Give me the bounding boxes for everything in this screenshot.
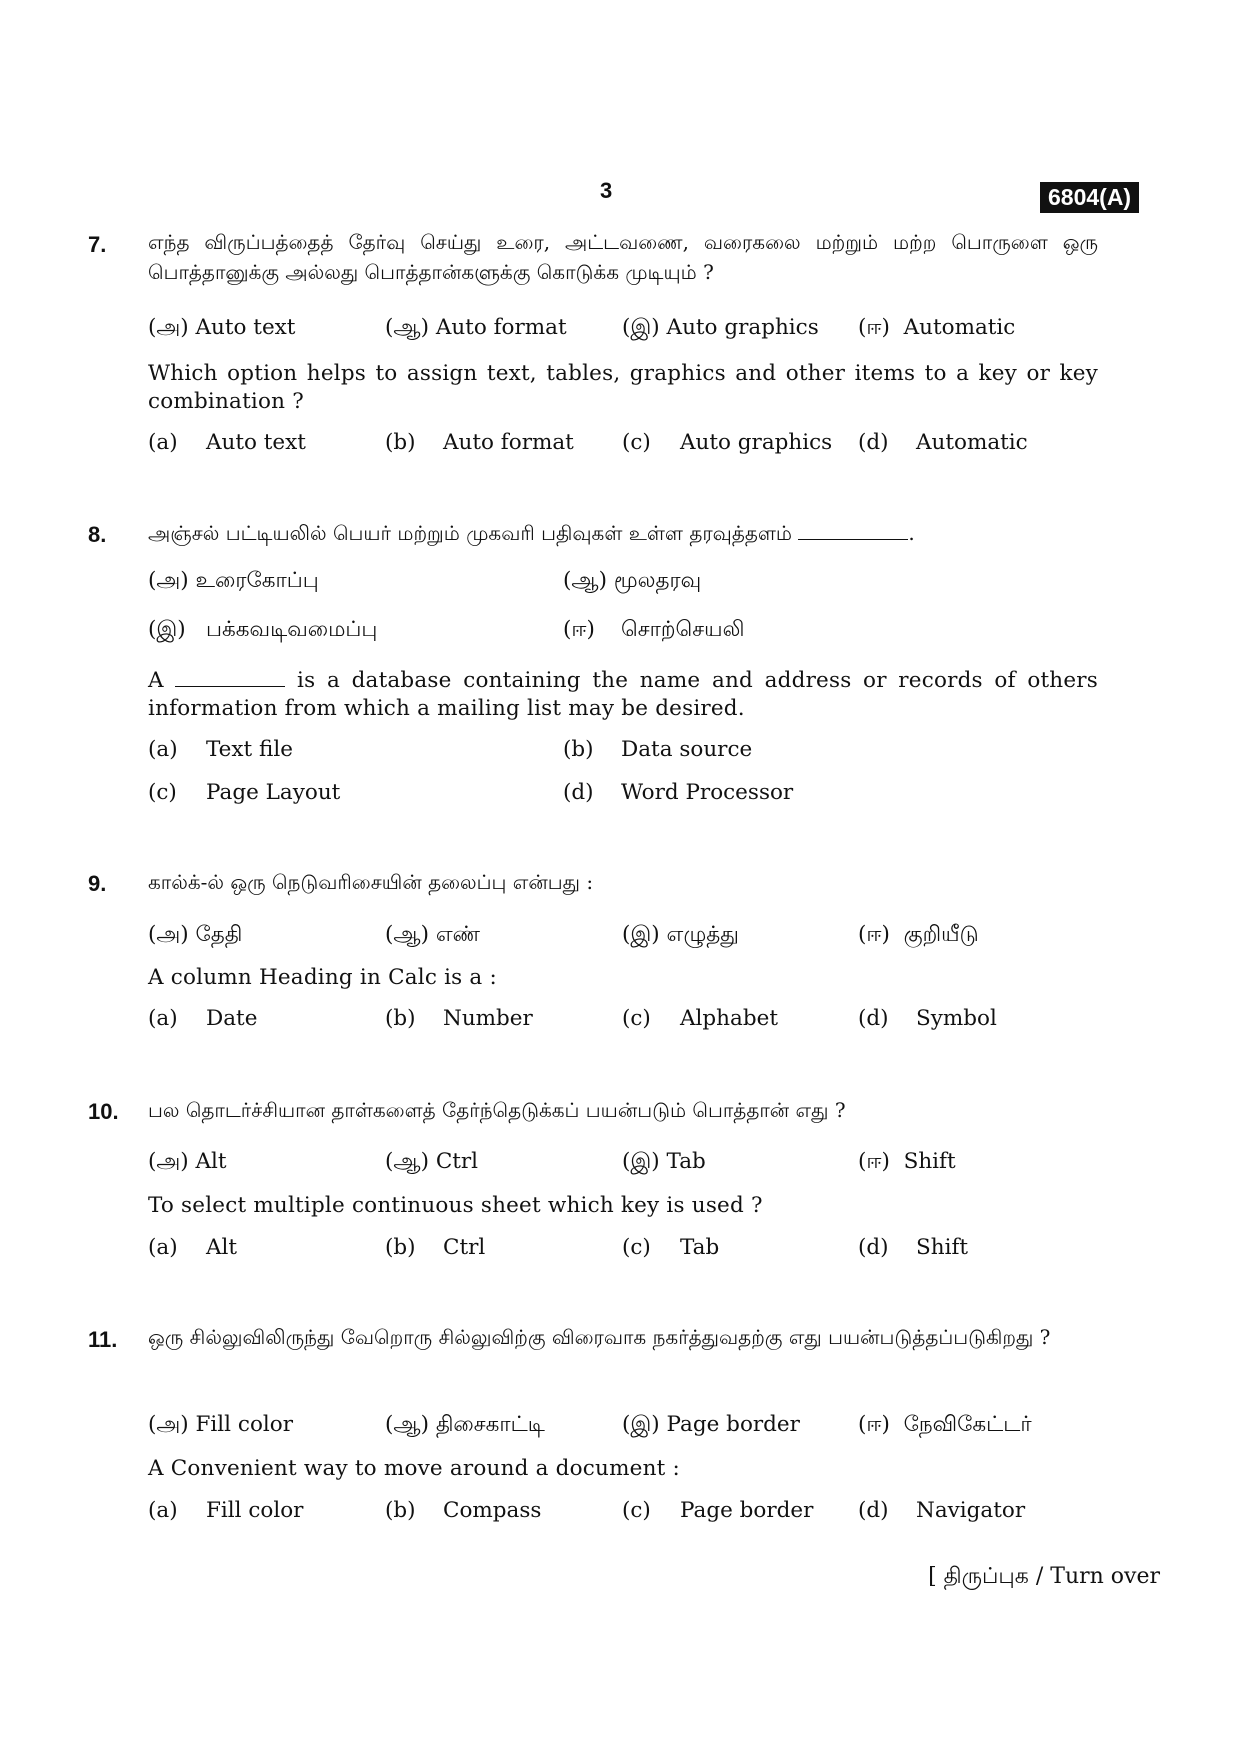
english-option-c: (c) Auto graphics	[622, 430, 833, 455]
tamil-option-a: (அ) Fill color	[148, 1412, 293, 1437]
english-option-b: (b) Data source	[563, 737, 753, 762]
english-option-b: (b) Ctrl	[385, 1235, 486, 1260]
english-option-a: (a) Auto text	[148, 430, 306, 455]
english-option-d: (d) Navigator	[858, 1498, 1026, 1523]
question-tamil-text: ஒரு சில்லுவிலிருந்து வேறொரு சில்லுவிற்கு விரைவாக நகர்த்துவதற்கு எது பயன்படுத்தப்படுகிறது ?	[148, 1325, 1051, 1349]
tamil-option-b: (ஆ) மூலதரவு	[563, 568, 702, 593]
question-tamil-text: எந்த விருப்பத்தைத் தேர்வு செய்து உரை, அட்டவணை, வரைகலை மற்றும் மற்ற பொருளை ஒரு பொத்தானுக்கு அல்லது பொத்தான்களுக்கு கொடுக்க முடியும் ?	[148, 230, 1098, 284]
english-option-d: (d) Automatic	[858, 430, 1028, 455]
english-option-b: (b) Auto format	[385, 430, 574, 455]
question-number: 7.	[88, 232, 107, 257]
tamil-option-a: (அ) Alt	[148, 1149, 227, 1174]
tamil-option-c: (இ) Tab	[622, 1149, 706, 1174]
answer-blank	[175, 685, 285, 687]
english-option-a: (a) Fill color	[148, 1498, 304, 1523]
tamil-option-d: (ஈ) நேவிகேட்டர்	[858, 1412, 1032, 1437]
english-option-a: (a) Text file	[148, 737, 293, 762]
english-option-b: (b) Number	[385, 1006, 533, 1031]
tamil-option-d: (ஈ) Shift	[858, 1149, 956, 1174]
question-english-text: Which option helps to assign text, tables, graphics and other items to a key or key combination ?	[148, 361, 1098, 414]
tamil-option-b: (ஆ) Auto format	[385, 315, 567, 340]
question-number: 11.	[88, 1327, 118, 1352]
tamil-option-a: (அ) Auto text	[148, 315, 296, 340]
tamil-option-b: (ஆ) Ctrl	[385, 1149, 479, 1174]
english-option-d: (d) Shift	[858, 1235, 969, 1260]
tamil-option-a: (அ) உரைகோப்பு	[148, 568, 319, 593]
question-english-text: To select multiple continuous sheet which key is used ?	[148, 1193, 763, 1218]
tamil-option-c: (இ) Auto graphics	[622, 315, 819, 340]
question-tamil-text: கால்க்-ல் ஒரு நெடுவரிசையின் தலைப்பு என்பது :	[148, 870, 594, 894]
tamil-option-c: (இ) Page border	[622, 1412, 800, 1437]
question-tamil-text: பல தொடர்ச்சியான தாள்களைத் தேர்ந்தெடுக்கப் பயன்படும் பொத்தான் எது ?	[148, 1098, 846, 1122]
question-number: 9.	[88, 871, 107, 896]
tamil-option-a: (அ) தேதி	[148, 922, 243, 947]
tamil-option-b: (ஆ) எண்	[385, 922, 480, 947]
english-option-c: (c) Tab	[622, 1235, 720, 1260]
tamil-option-d: (ஈ) குறியீடு	[858, 922, 979, 947]
tamil-option-d: (ஈ) சொற்செயலி	[563, 617, 745, 642]
question-english-text: A is a database containing the name and address or records of others information from which a mailing list may be desired.	[148, 668, 1098, 721]
paper-code: 6804(A)	[1040, 182, 1139, 213]
tamil-option-d: (ஈ) Automatic	[858, 315, 1016, 340]
question-english-text: A Convenient way to move around a document :	[148, 1456, 680, 1481]
question-number: 8.	[88, 522, 107, 547]
english-option-c: (c) Alphabet	[622, 1006, 778, 1031]
english-option-b: (b) Compass	[385, 1498, 542, 1523]
tamil-option-c: (இ) பக்கவடிவமைப்பு	[148, 617, 378, 642]
english-option-a: (a) Alt	[148, 1235, 238, 1260]
english-option-c: (c) Page border	[622, 1498, 814, 1523]
answer-blank	[798, 538, 908, 540]
tamil-option-c: (இ) எழுத்து	[622, 922, 739, 947]
english-option-d: (d) Symbol	[858, 1006, 997, 1031]
english-option-a: (a) Date	[148, 1006, 258, 1031]
english-option-d: (d) Word Processor	[563, 780, 794, 805]
turn-over-note: [ திருப்புக / Turn over	[928, 1564, 1160, 1589]
page-number: 3	[600, 178, 613, 203]
question-number: 10.	[88, 1099, 119, 1124]
english-option-c: (c) Page Layout	[148, 780, 341, 805]
tamil-option-b: (ஆ) திசைகாட்டி	[385, 1412, 545, 1437]
question-english-text: A column Heading in Calc is a :	[148, 965, 497, 990]
question-tamil-text: அஞ்சல் பட்டியலில் பெயர் மற்றும் முகவரி பதிவுகள் உள்ள தரவுத்தளம் .	[148, 521, 915, 545]
